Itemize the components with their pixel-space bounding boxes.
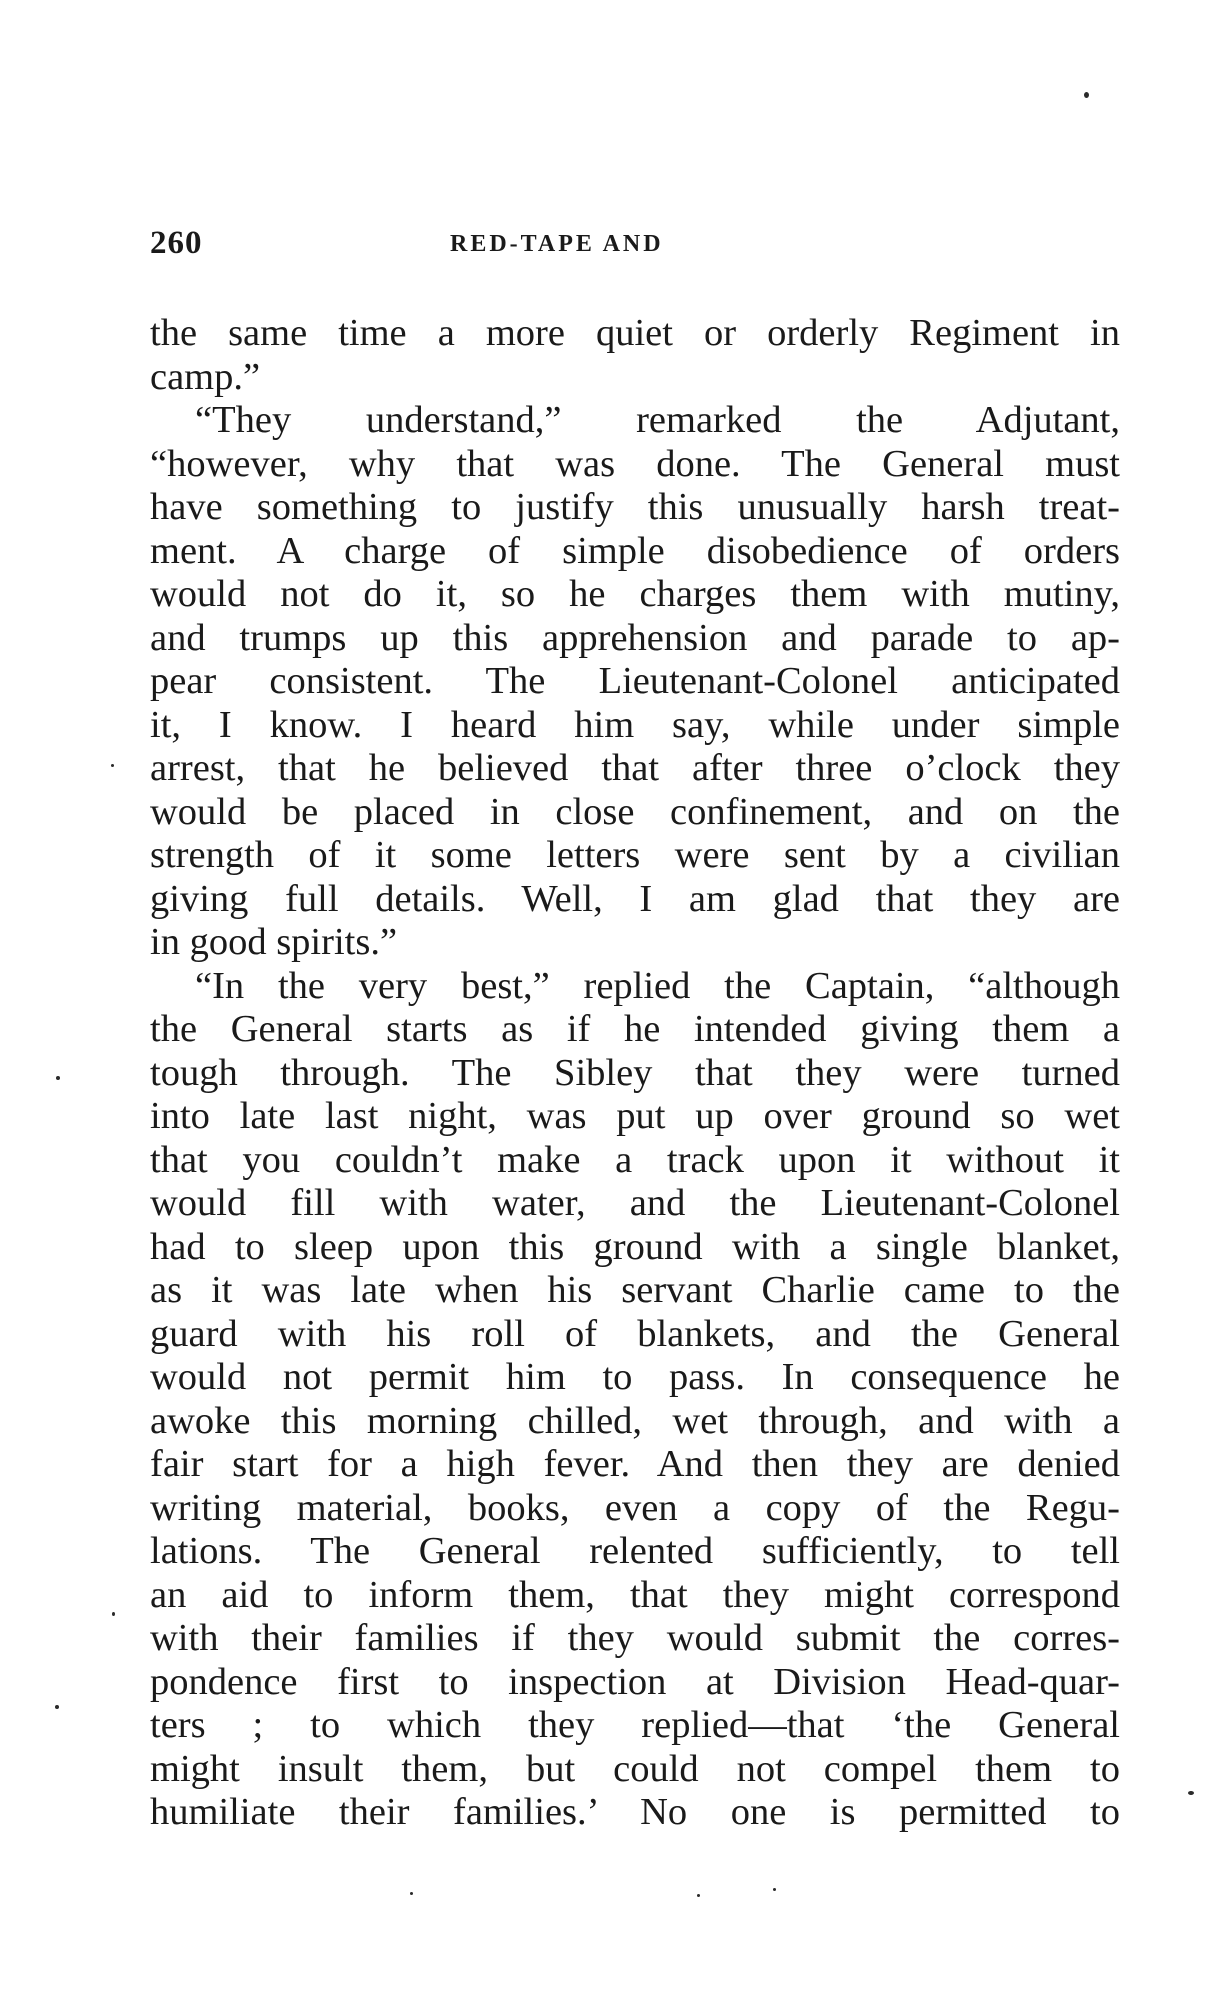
text-line: lations. The General relented sufficiently, to tell [150,1530,1120,1572]
running-head [150,225,1120,265]
scan-speck [1188,1791,1194,1795]
text-line: “In the very best,” replied the Captain, “although [195,964,1120,1007]
body-text [150,312,1120,1835]
text-line: that you couldn’t make a track upon it without it [150,1138,1120,1181]
scan-speck [56,1076,60,1080]
text-line: giving full details. Well, I am glad that they are [150,877,1120,920]
scan-speck [410,1892,413,1895]
text-line: tough through. The Sibley that they were turned [150,1051,1120,1094]
text-line: “however, why that was done. The General must [150,442,1120,485]
scan-speck [773,1888,776,1891]
text-line: humiliate their families.’ No one is permitted to [150,1791,1120,1833]
text-line: have something to justify this unusually harsh treat- [150,486,1120,528]
text-line: the General starts as if he intended giving them a [150,1008,1120,1050]
text-line: would be placed in close confinement, and on the [150,790,1120,833]
running-title: RED-TAPE AND [450,231,664,257]
text-line: fair start for a high fever. And then they are denied [150,1443,1120,1485]
text-line: into late last night, was put up over ground so wet [150,1095,1120,1137]
text-line: it, I know. I heard him say, while under simple [150,703,1120,746]
text-line: ters ; to which they replied—that ‘the General [150,1704,1120,1746]
page-number: 260 [150,225,203,261]
text-line: pondence first to inspection at Division Head-quar- [150,1660,1120,1703]
text-line: had to sleep upon this ground with a single blanket, [150,1225,1120,1268]
scan-speck [1084,92,1089,98]
text-line: with their families if they would submit the corres- [150,1617,1120,1659]
text-line: ment. A charge of simple disobedience of orders [150,529,1120,572]
text-line: writing material, books, even a copy of the Regu- [150,1486,1120,1529]
scan-speck [111,764,114,767]
text-line: “They understand,” remarked the Adjutant, [195,399,1120,441]
scan-speck [697,1894,700,1897]
text-line: would fill with water, and the Lieutenant-Colonel [150,1182,1120,1224]
text-line: would not do it, so he charges them with mutiny, [150,573,1120,615]
scan-speck [55,1705,59,1709]
text-line: strength of it some letters were sent by a civilian [150,834,1120,876]
text-line: guard with his roll of blankets, and the General [150,1312,1120,1355]
text-line: the same time a more quiet or orderly Regiment in [150,312,1120,354]
scan-speck [112,1612,115,1616]
text-line: as it was late when his servant Charlie came to the [150,1269,1120,1311]
text-line: camp.” [150,355,261,398]
text-line: in good spirits.” [150,921,398,963]
text-line: might insult them, but could not compel them to [150,1747,1120,1790]
text-line: would not permit him to pass. In consequence he [150,1356,1120,1398]
text-line: and trumps up this apprehension and parade to ap- [150,616,1120,659]
text-line: awoke this morning chilled, wet through, and with a [150,1399,1120,1442]
text-line: arrest, that he believed that after three o’clock they [150,747,1120,789]
text-line: pear consistent. The Lieutenant-Colonel anticipated [150,660,1120,702]
text-line: an aid to inform them, that they might correspond [150,1573,1120,1616]
